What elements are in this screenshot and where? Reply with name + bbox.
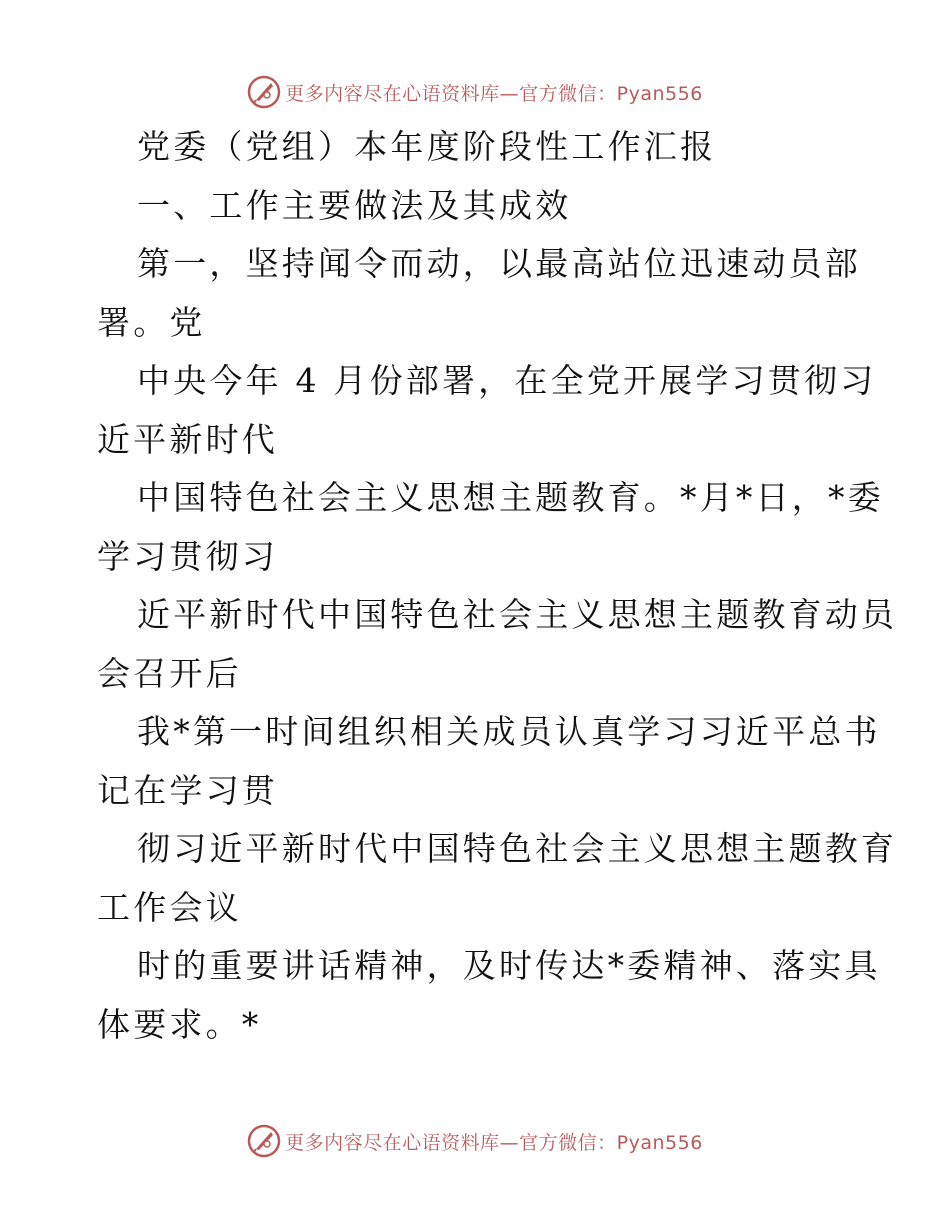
feather-pen-logo-icon <box>247 1124 281 1158</box>
bottom-watermark-banner <box>0 1121 950 1161</box>
paragraph-line: 工作会议 <box>97 887 242 927</box>
feather-pen-logo-icon <box>247 75 281 109</box>
paragraph-line: 彻习近平新时代中国特色社会主义思想主题教育 <box>137 829 898 868</box>
paragraph-line: 体要求。* <box>97 1004 262 1044</box>
paragraph-line: 记在学习贯 <box>97 770 278 810</box>
paragraph-line: 署。党 <box>97 302 206 342</box>
paragraph-line: 会召开后 <box>97 653 242 693</box>
paragraph-line: 学习贯彻习 <box>97 536 278 576</box>
paragraph-line: 我*第一时间组织相关成员认真学习习近平总书 <box>137 712 881 751</box>
paragraph-line: 时的重要讲话精神，及时传达*委精神、落实具 <box>137 946 881 985</box>
paragraph-line: 中央今年 4 月份部署，在全党开展学习贯彻习 <box>137 361 877 400</box>
section-heading: 一、工作主要做法及其成效 <box>137 185 572 225</box>
watermark-text: 更多内容尽在心语资料库—官方微信：Pyan556 <box>285 1131 703 1154</box>
paragraph-line: 近平新时代中国特色社会主义思想主题教育动员 <box>137 595 898 634</box>
paragraph-line: 中国特色社会主义思想主题教育。*月*日，*委 <box>137 478 884 517</box>
top-watermark-banner <box>0 72 950 112</box>
watermark-text: 更多内容尽在心语资料库—官方微信：Pyan556 <box>285 82 703 105</box>
document-body <box>97 118 898 1054</box>
paragraph-line: 第一，坚持闻令而动，以最高站位迅速动员部 <box>137 244 861 283</box>
paragraph-line: 近平新时代 <box>97 419 278 459</box>
document-title: 党委（党组）本年度阶段性工作汇报 <box>137 127 717 166</box>
